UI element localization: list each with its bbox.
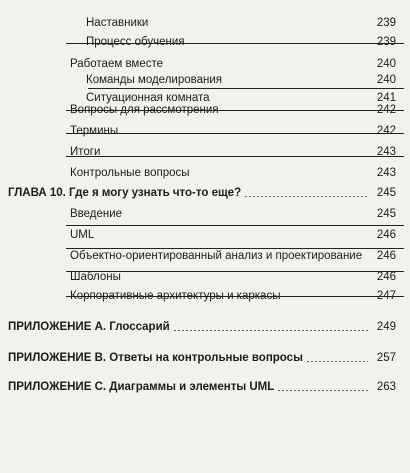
toc-entry[interactable] <box>0 205 410 221</box>
toc-entry-title: Работаем вместе <box>70 58 164 70</box>
toc-entry-page: 246 <box>376 250 396 262</box>
toc-entry[interactable] <box>0 287 410 303</box>
toc-entry[interactable] <box>0 14 410 30</box>
toc-entry-page: 243 <box>376 167 396 179</box>
toc-entry-page: 257 <box>376 352 396 364</box>
toc-entry-title: Вопросы для рассмотрения <box>70 104 219 116</box>
toc-entry-page: 241 <box>376 92 396 104</box>
toc-entry-title: Объектно-ориентированный анализ и проектирование <box>70 250 363 262</box>
toc-entry-page: 263 <box>376 381 396 393</box>
toc-entry[interactable] <box>0 247 410 263</box>
toc-entry-page: 245 <box>376 208 396 220</box>
toc-entry-title: Введение <box>70 208 123 220</box>
toc-entry[interactable] <box>0 55 410 71</box>
toc-entry-title: Итоги <box>70 146 101 158</box>
toc-entry-page: 246 <box>376 271 396 283</box>
toc-entry-title: Термины <box>70 125 119 137</box>
dot-leader <box>306 361 368 362</box>
toc-entry-page: 239 <box>376 17 396 29</box>
toc-entry-title: ПРИЛОЖЕНИЕ В. Ответы на контрольные вопросы <box>8 352 303 364</box>
toc-entry-title: Шаблоны <box>70 271 121 283</box>
toc-entry-page: 247 <box>376 290 396 302</box>
toc-entry-title: ПРИЛОЖЕНИЕ С. Диаграммы и элементы UML <box>8 381 275 393</box>
toc-entry-title: Команды моделирования <box>86 74 222 86</box>
dot-leader <box>277 390 368 391</box>
dot-leader <box>173 330 368 331</box>
toc-entry-title: Ситуационная комната <box>86 92 210 104</box>
toc-entry[interactable] <box>0 143 410 159</box>
toc-entry-page: 239 <box>376 36 396 48</box>
toc-entry-page: 242 <box>376 104 396 116</box>
toc-entry-page: 240 <box>376 74 396 86</box>
toc-entry-title: Корпоративные архитектуры и каркасы <box>70 290 281 302</box>
toc-entry-page: 243 <box>376 146 396 158</box>
toc-entry[interactable] <box>0 71 410 87</box>
toc-entry-title: UML <box>70 229 95 241</box>
toc-entry-title: ГЛАВА 10. Где я могу узнать что-то еще? <box>8 187 242 199</box>
toc-entry-title: Процесс обучения <box>86 36 185 48</box>
dot-leader <box>244 196 368 197</box>
toc-entry[interactable] <box>0 33 410 49</box>
toc-entry[interactable] <box>0 164 410 180</box>
toc-entry-page: 240 <box>376 58 396 70</box>
chapter-heading[interactable] <box>0 184 410 200</box>
appendix-heading[interactable] <box>0 378 410 394</box>
toc-entry[interactable] <box>0 226 410 242</box>
toc-entry-page: 242 <box>376 125 396 137</box>
toc-entry-page: 249 <box>376 321 396 333</box>
toc-entry[interactable] <box>0 101 410 117</box>
toc-entry[interactable] <box>0 268 410 284</box>
appendix-heading[interactable] <box>0 349 410 365</box>
toc-entry-title: Контрольные вопросы <box>70 167 190 179</box>
toc-entry-title: Наставники <box>86 17 149 29</box>
toc-entry-page: 245 <box>376 187 396 199</box>
appendix-heading[interactable] <box>0 318 410 334</box>
toc-entry-title: ПРИЛОЖЕНИЕ А. Глоссарий <box>8 321 170 333</box>
toc-entry[interactable] <box>0 122 410 138</box>
toc-entry-page: 246 <box>376 229 396 241</box>
